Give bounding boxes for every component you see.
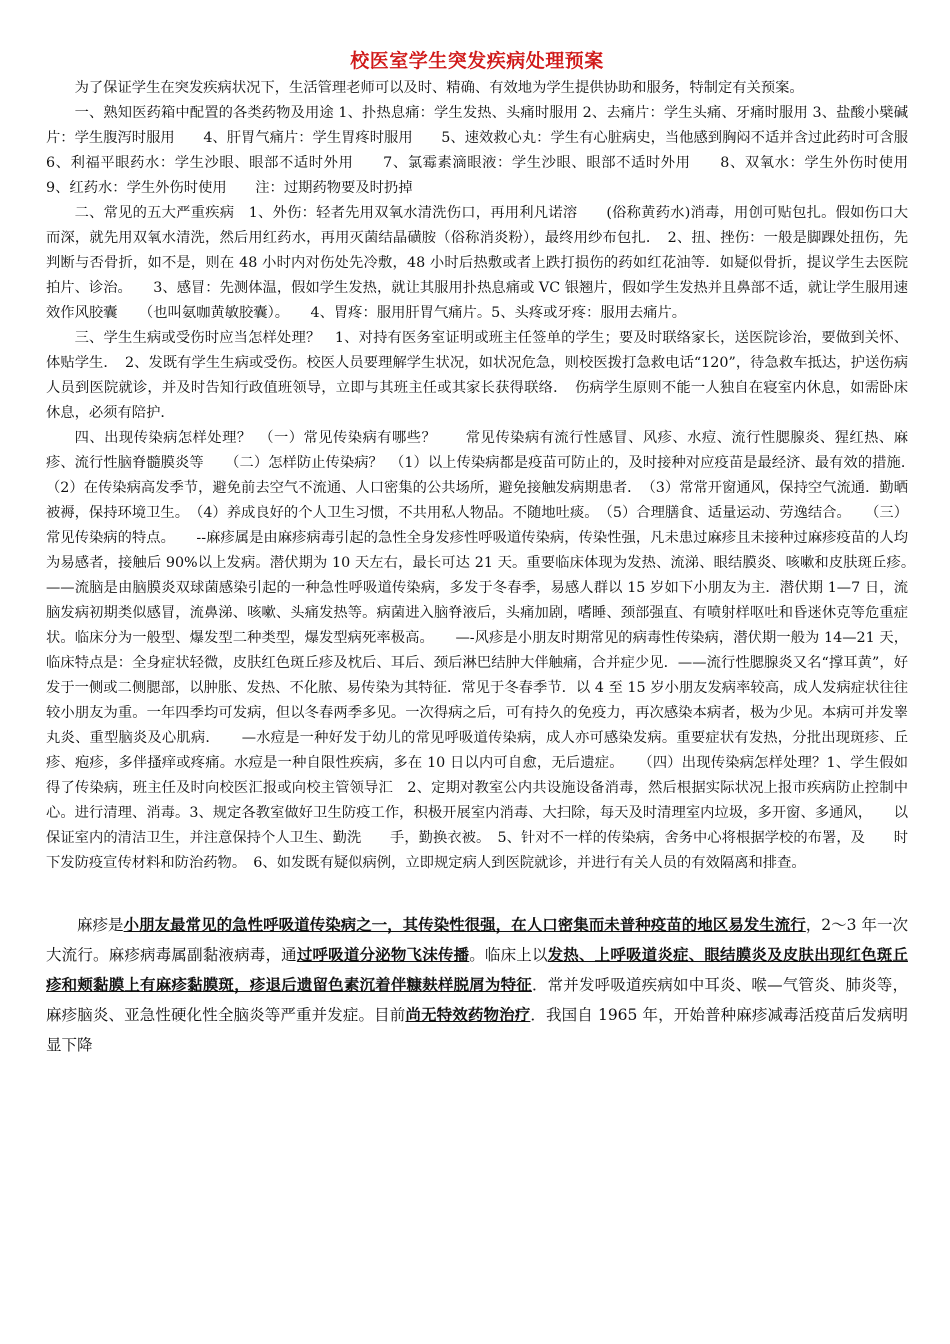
measles-paragraph (46, 910, 908, 1060)
measles-text-3: 。临床上以 (469, 946, 548, 964)
measles-highlight-3: 发热、上呼吸道炎症、眼结膜炎及皮肤出现红色斑丘疹和颊黏膜上有麻疹黏膜斑，疹退后遗留色素沉着伴糠麸样脱屑为特征 (46, 945, 908, 994)
measles-note (46, 910, 908, 1060)
section-infectious-disease: 四、出现传染病怎样处理？ （一）常见传染病有哪些？ 常见传染病有流行性感冒、风疹、水痘、流行性腮腺炎、猩红热、麻疹、流行性脑脊髓膜炎等 （二）怎样防止传染病？ （1）以上传染病都是疫苗可防止的，及时接种对应疫苗是最经济、最有效的措施． （2）在传染病高发季节，避免前去空气不流通、人口密集的公共场所，避免接触发病期患者． （3）常常开窗通风，保持空气流通．勤晒被褥，保持环境卫生。 （4）养成良好的个人卫生习惯，不共用私人物品。不随地吐痰。 （5）合理膳食、适量运动、劳逸结合。 （三）常见传染病的特点。 --麻疹属是由麻疹病毒引起的急性全身发疹性呼吸道传染病，传染性强，凡未患过麻疹且未接种过麻疹疫苗的人均为易感者，接触后 90%以上发病。潜伏期为 10 天左右，最长可达 21 天。重要临床体现为发热、流涕、眼结膜炎、咳嗽和皮肤斑丘疹。 ——流脑是由脑膜炎双球菌感染引起的一种急性呼吸道传染病，多发于冬春季，易感人群以 15 岁如下小朋友为主．潜伏期 1—7 日，流脑发病初期类似感冒，流鼻涕、咳嗽、头痛发热等。病菌进入脑脊液后，头痛加剧，嗜睡、颈部强直、有喷射样呕吐和昏迷休克等危重症状。临床分为一般型、爆发型二种类型，爆发型病死率极高。 —-风疹是小朋友时期常见的病毒性传染病，潜伏期一般为 14—21 天，临床特点是：全身症状轻微，皮肤红色斑丘疹及枕后、耳后、颈后淋巴结肿大伴触痛，合并症少见．——流行性腮腺炎又名“撑耳黄”，好发于一侧或二侧腮部，以肿胀、发热、不化脓、易传染为其特征．常见于冬春季节．以 4 至 15 岁小朋友发病率较高，成人发病症状往往较小朋友为重。一年四季均可发病，但以冬春两季多见。一次得病之后，可有持久的免疫力，再次感染本病者，极为少见。本病可并发睾丸炎、重型脑炎及心肌病． —水痘是一种好发于幼儿的常见呼吸道传染病，成人亦可感染发病。重要症状有发热，分批出现斑疹、丘疹、疱疹，多伴搔痒或疼痛。水痘是一种自限性疾病，多在 10 日以内可自愈，无后遗症。 （四）出现传染病怎样处理？1、学生假如得了传染病，班主任及时向校医汇报或向校主管领导汇 2、定期对教室公内共设施设备消毒，然后根据实际状况上报市疾病防止控制中心。进行清理、消毒。3、规定各教室做好卫生防疫工作，积极开展室内消毒、大扫除，每天及时清理室内垃圾，多开窗、多通风， 以保证室内的清洁卫生，并注意保持个人卫生、勤洗 手，勤换衣被。 5、针对不一样的传染病，舍务中心将根据学校的布署，及 时下发防疫宣传材料和防治药物。 6、如发既有疑似病例，立即规定病人到医院就诊，并进行有关人员的有效隔离和排查。 (46, 430, 937, 871)
section-medicine-kit: 一、熟知医药箱中配置的各类药物及用途 1、扑热息痛：学生发热、头痛时服用 2、去痛片：学生头痛、牙痛时服用 3、盐酸小檗碱片：学生腹泻时服用 4、肝胃气痛片：学生胃疼时服用 5、速效救心丸：学生有心脏病史，当他感到胸闷不适并含过此药时可含服 6、利福平眼药水：学生沙眼、眼部不适时外用 7、氯霉素滴眼液：学生沙眼、眼部不适时外用 8、双氧水：学生外伤时使用 9、红药水：学生外伤时使用 注：过期药物要及时扔掉 (46, 105, 937, 196)
measles-highlight-2: 过呼吸道分泌物飞沫传播 (296, 945, 470, 964)
measles-text-1: 麻疹是 (77, 916, 124, 934)
measles-text-2: ，2～3 年一次大流行。麻疹病毒属副黏液病毒，通 (46, 916, 908, 964)
measles-text-5: ．我国自 1965 年，开始普种麻疹减毒活疫苗后发病明显下降 (46, 1006, 908, 1054)
measles-text-4: ．常并发呼吸道疾病如中耳炎、喉—气管炎、肺炎等，麻疹脑炎、亚急性硬化性全脑炎等严重并发症。目前 (46, 976, 908, 1024)
measles-highlight-1: 小朋友最常见的急性呼吸道传染病之一，其传染性很强，在人口密集而未普种疫苗的地区易发生流行 (123, 915, 806, 934)
plan-body (46, 76, 937, 876)
intro-paragraph: 为了保证学生在突发疾病状况下，生活管理老师可以及时、精确、有效地为学生提供协助和服务，特制定有关预案。 (74, 80, 804, 96)
section-illness-handling: 三、学生生病或受伤时应当怎样处理？ 1、对持有医务室证明或班主任签单的学生；要及时联络家长，送医院诊治，要做到关怀、体贴学生． 2、发既有学生生病或受伤。校医人员要理解学生状况，如状况危急，则校医拨打急救电话“120”，待急救车抵达，护送伤病人员到医院就诊，并及时告知行政值班领导，立即与其班主任或其家长获得联络． 伤病学生原则不能一人独自在寝室内休息，如需卧床休息，必须有陪护． (46, 330, 908, 421)
document-page (46, 48, 937, 1060)
section-common-illnesses: 二、常见的五大严重疾病 1、外伤：轻者先用双氧水清洗伤口，再用利凡诺溶 (俗称黄药水)消毒，用创可贴包扎。假如伤口大而深，就先用双氧水清洗，然后用红药水，再用灭菌结晶磺胺（俗称消炎粉），最终用纱布包扎． 2、扭、挫伤：一般是脚踝处扭伤，先判断与否骨折，如不是，则在 48 小时内对伤处先冷敷，48 小时后热敷或者上跌打损伤的药如红花油等．如疑似骨折，提议学生去医院拍片、诊治。 3、感冒：先测体温，假如学生发热，就让其服用扑热息痛或 VC 银翘片，假如学生发热并且鼻部不适，就让学生服用速效作风胶囊 （也叫氨咖黄敏胶囊）。 4、胃疼：服用肝胃气痛片。5、头疼或牙疼：服用去痛片。 (46, 205, 908, 321)
measles-highlight-4: 尚无特效药物治疗 (405, 1005, 531, 1024)
document-title: 校医室学生突发疾病处理预案 (350, 50, 604, 72)
spacer (46, 876, 908, 910)
